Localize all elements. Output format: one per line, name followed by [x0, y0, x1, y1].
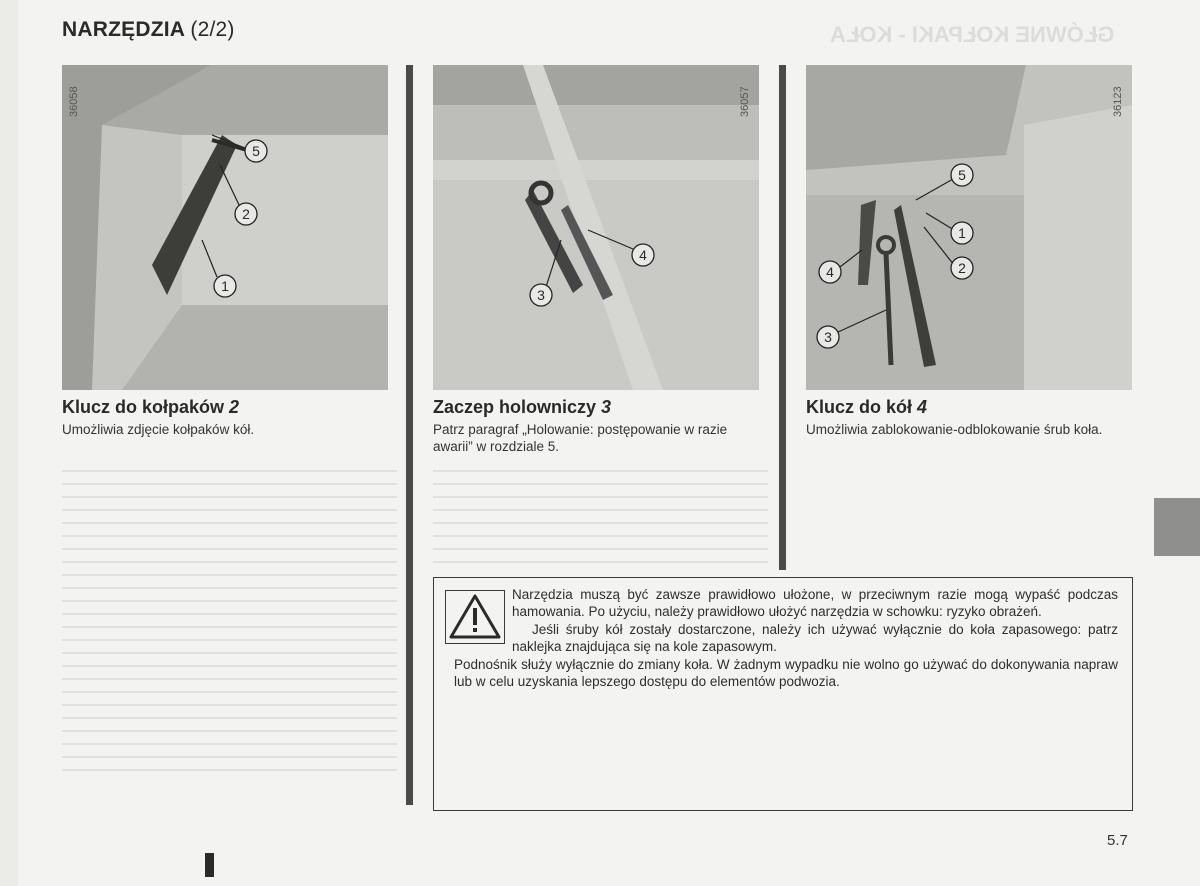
heading-wheel-key: [806, 397, 927, 418]
callout-5: 5: [958, 167, 966, 183]
callout-3: 3: [537, 287, 545, 303]
page-title-sub: (2/2): [190, 18, 235, 41]
page-title-main: NARZĘDZIA: [62, 18, 185, 41]
callouts-2: [433, 65, 759, 390]
heading-ref-number: 3: [601, 397, 612, 417]
left-margin: [0, 0, 18, 886]
photo-id: 36123: [1112, 86, 1124, 117]
warning-box: [433, 577, 1133, 811]
callout-4: 4: [639, 247, 647, 263]
callouts-1: [62, 65, 388, 390]
heading-text: Klucz do kołpaków: [62, 397, 225, 417]
heading-ref-number: 4: [917, 397, 928, 417]
page-number: 5.7: [1107, 832, 1128, 849]
print-mark: [205, 853, 214, 877]
callout-2: 2: [958, 260, 966, 276]
page-title: [62, 18, 235, 42]
desc-hubcap-key: Umożliwia zdjęcie kołpaków kół.: [62, 422, 255, 437]
column-divider: [779, 65, 786, 570]
warning-paragraph-3: Podnośnik służy wyłącznie do zmiany koła. W żadnym wypadku nie wolno go używać do dokonywania napraw lub w celu uzyskania lepszego dostępu do elementów podwozia.: [454, 656, 1118, 690]
warning-paragraph-1: Narzędzia muszą być zawsze prawidłowo ułożone, w przeciwnym razie mogą wypaść podczas hamowania. Po użyciu, należy prawidłowo ułożyć narzędzia w schowku: ryzyko obrażeń.: [512, 587, 1118, 620]
bleed-through-text: GŁÓWNE KOŁPAKI - KOŁA: [830, 22, 1115, 47]
warning-paragraph-2: Jeśli śruby kół zostały dostarczone, należy ich używać wyłącznie do koła zapasowego: patrz naklejka znajdująca się na kole zapasowym.: [512, 621, 1118, 655]
callout-4: 4: [826, 264, 834, 280]
column-divider: [406, 65, 413, 805]
callout-3: 3: [824, 329, 832, 345]
photo-towing-eye: [433, 65, 759, 390]
callout-1: 1: [958, 225, 966, 241]
heading-towing-eye: [433, 397, 611, 418]
chapter-thumb-tab: [1154, 498, 1200, 556]
photo-id: 36058: [68, 86, 80, 117]
desc-towing-eye: Patrz paragraf „Holowanie: postępowanie w razie awarii” w rozdziale 5.: [433, 422, 728, 454]
warning-text: [454, 586, 1118, 690]
photo-id: 36057: [739, 86, 751, 117]
heading-hubcap-key: [62, 397, 239, 418]
photo-wheel-key: [806, 65, 1132, 390]
callouts-3: [806, 65, 1132, 390]
photo-hubcap-key: [62, 65, 388, 390]
callout-1: 1: [221, 278, 229, 294]
desc-wheel-key: Umożliwia zablokowanie-odblokowanie śrub koła.: [806, 422, 1103, 437]
heading-text: Zaczep holowniczy: [433, 397, 597, 417]
heading-text: Klucz do kół: [806, 397, 913, 417]
callout-2: 2: [242, 206, 250, 222]
bleed-through-lines: [62, 470, 397, 782]
callout-5: 5: [252, 143, 260, 159]
bleed-through-lines: [433, 470, 768, 574]
heading-ref-number: 2: [229, 397, 240, 417]
